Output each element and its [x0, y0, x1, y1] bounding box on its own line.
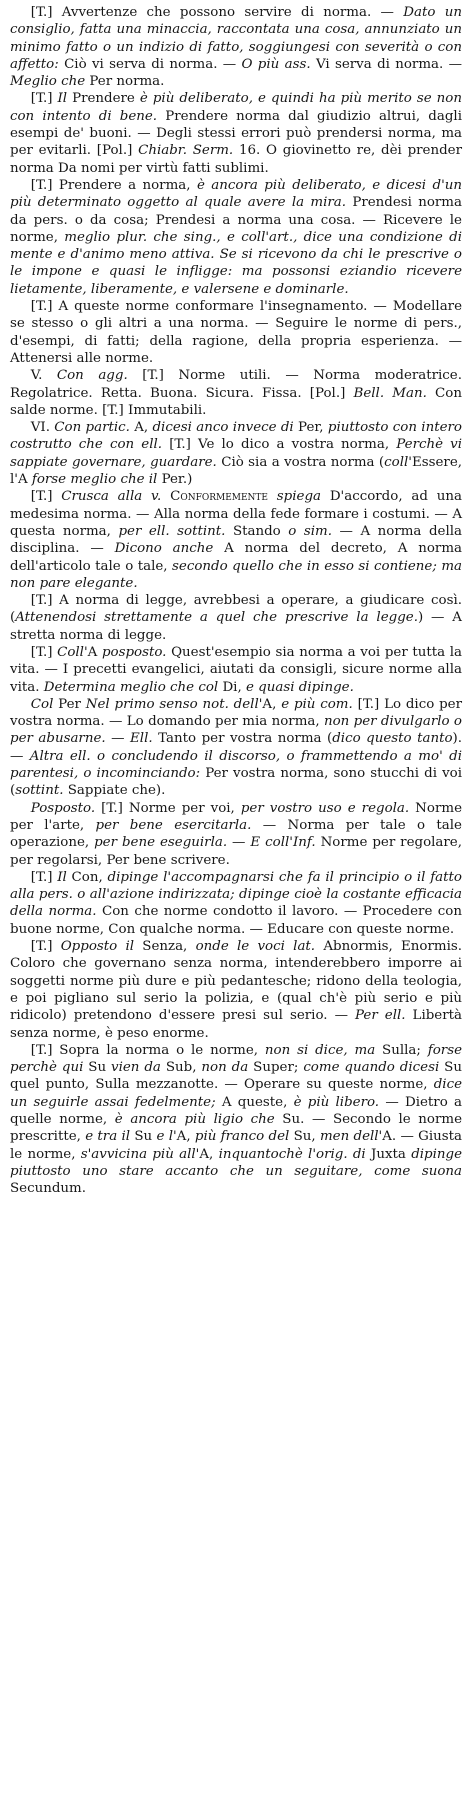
body-text: ). — — [10, 731, 462, 764]
entry-paragraph — [10, 4, 462, 90]
italic-gloss-text: Bell. Man. — [353, 385, 427, 401]
italic-gloss-text: Determina meglio che col — [43, 679, 219, 695]
italic-gloss-text: Posposto. — [30, 800, 96, 816]
body-text: ) — A stretta norma di legge. — [10, 610, 462, 643]
italic-gloss-text: forse perchè qui — [10, 1042, 462, 1076]
italic-gloss-text: Dato un consiglio, fatta una minaccia, raccontata una cosa, annunziato un minimo fatto o un indizio di fatto, soggiungesi con severità o con affetto: — [10, 5, 462, 72]
body-text: V. — [30, 368, 57, 384]
body-text: Ciò sia a vostra norma ( — [216, 454, 385, 470]
body-text: A, — [176, 1129, 195, 1145]
italic-gloss-text: meglio plur. che sing., e coll'art., dice una condizione di mente e d'animo meno attiva. Se si ricevono da chi le prescrive o le impone e quasi le infligge: ma possonsi eziandio ricevere lietamente, liberamente, e valersene e dominarle. — [10, 229, 462, 297]
italic-gloss-text: Perchè vi sappiate governare, guardare. — [10, 437, 463, 470]
italic-gloss-text: dice un seguirle assai fedelmente; — [10, 1077, 462, 1110]
italic-gloss-text: non si dice, ma — [264, 1042, 376, 1058]
italic-gloss-text: più franco del — [194, 1129, 290, 1145]
body-text: [T.] Ve lo dico a vostra norma, — [162, 437, 397, 453]
italic-gloss-text: non per divulgarlo o per abusarne. — [10, 714, 462, 747]
body-text: A, — [199, 1146, 219, 1162]
body-text: Vi serva di norma. — — [310, 56, 462, 72]
body-text: [T.] — [30, 91, 58, 107]
body-text: Senza, — [134, 939, 196, 955]
entry-paragraph — [10, 90, 462, 176]
body-text: Con, — [66, 869, 108, 885]
body-text: D'accordo, ad una medesima norma. — Alla norma della fede formare i costumi. — A questa norma, — [10, 489, 462, 539]
italic-gloss-text: Nel primo senso not. dell' — [85, 696, 263, 712]
italic-gloss-text: Crusca alla v. — [61, 489, 162, 505]
body-text: Con che norme condotto il lavoro. — Procedere con buone norme, Con qualche norma. — Educare con queste norme. — [10, 904, 462, 937]
body-text: Norme per l'arte, — [10, 800, 462, 833]
italic-gloss-text: vien da — [111, 1060, 161, 1076]
body-text: — — [227, 835, 251, 851]
body-text: Per norma. — [85, 74, 165, 90]
body-text: Sulla; — [375, 1042, 428, 1058]
italic-gloss-text: Meglio che — [10, 74, 86, 90]
entry-paragraph — [10, 177, 462, 298]
entry-paragraph — [10, 298, 462, 367]
body-text: Secundum. — [10, 1181, 86, 1197]
italic-gloss-text: E coll'Inf. — [250, 835, 316, 851]
italic-gloss-text: piuttosto con intero costrutto che con ell. — [10, 420, 462, 453]
italic-gloss-text: Chiabr. Serm. — [138, 143, 234, 159]
body-text: Juxta — [365, 1146, 412, 1162]
italic-gloss-text: O più ass. — [241, 56, 311, 72]
italic-gloss-text: è ancora più ligio che — [114, 1112, 275, 1127]
body-text: Sub, — [160, 1060, 202, 1076]
body-text: A queste, — [215, 1094, 294, 1110]
italic-gloss-text: e quasi dipinge. — [245, 679, 354, 695]
italic-gloss-text: spiega — [268, 489, 322, 505]
body-text: Su quel punto, Sulla mezzanotte. — Operare su queste norme, — [10, 1060, 462, 1093]
body-text: A — [87, 644, 102, 660]
italic-gloss-text: secondo quello che in esso si contiene; ma non pare elegante. — [10, 558, 463, 591]
body-text: [T.] Lo dico per vostra norma. — Lo domando per mia norma, — [10, 696, 463, 730]
italic-gloss-text: Altra ell. o concludendo il discorso, o frammettendo a mo' di parentesi, o incominciando: — [10, 748, 463, 782]
body-text: — Dietro a quelle norme, — [10, 1094, 463, 1127]
italic-gloss-text: onde le voci lat. — [195, 939, 316, 955]
body-text: Tanto per vostra norma ( — [152, 731, 333, 747]
body-text: [T.] A norma di legge, avrebbesi a operare, a giudicare così. ( — [10, 593, 462, 626]
italic-gloss-text: per ell. sottint. — [118, 523, 226, 539]
body-text: Per vostra norma, sono stucchi di voi ( — [10, 766, 462, 799]
body-text: — A norma della disciplina. — — [10, 523, 462, 557]
entry-paragraph — [10, 488, 462, 592]
italic-gloss-text: non da — [201, 1060, 249, 1076]
italic-gloss-text: Con partic. — [54, 420, 130, 436]
italic-gloss-text: Il — [57, 91, 68, 107]
body-text: Prendere norma dal giudizio altrui, dagli esempi de' buoni. — Degli stessi errori può prendersi norma, ma per evitarli. [Pol.] — [10, 108, 462, 159]
italic-gloss-text: dipinge l'accompagnarsi che fa il principio o il fatto alla pers. o all'azione indirizzata; dipinge cioè la costante efficacia della norma. — [10, 869, 462, 920]
italic-gloss-text: Attenendosi strettamente a quel che prescrive la legge. — [15, 610, 418, 626]
italic-gloss-text: forse meglio che il — [31, 472, 158, 488]
small-caps-headword: Conformemente — [161, 489, 268, 505]
body-text: Di, — [218, 679, 246, 695]
italic-gloss-text: e più com. — [281, 696, 353, 712]
entry-paragraph — [10, 800, 462, 869]
italic-gloss-text: men dell' — [319, 1129, 383, 1145]
entry-paragraph — [10, 367, 462, 419]
body-text: Super; — [248, 1060, 304, 1076]
italic-gloss-text: e l' — [156, 1129, 177, 1145]
body-text: VI. — [30, 420, 55, 436]
body-text: [T.] Sopra la norma o le norme, — [30, 1042, 265, 1058]
body-text: A, — [262, 696, 282, 712]
italic-gloss-text: per bene eseguirla. — [94, 835, 228, 851]
body-text: Con salde norme. [T.] Immutabili. — [10, 385, 462, 418]
body-text: Su, — [289, 1129, 320, 1145]
body-text: 16. O giovinetto re, dèi prender norma Da nomi per virtù fatti sublimi. — [10, 143, 462, 176]
body-text: Prendere — [67, 91, 140, 107]
italic-gloss-text: per vostro uso e regola. — [240, 800, 410, 816]
body-text: Per — [53, 696, 86, 712]
italic-gloss-text: Il — [57, 869, 67, 885]
dictionary-entry-column — [10, 4, 462, 1197]
entry-paragraph — [10, 592, 462, 644]
italic-gloss-text: è ancora più deliberato, e dicesi d'un più determinato oggetto al quale avere la mira. — [10, 177, 462, 211]
body-text: — Norma per tale o tale operazione, — [10, 817, 462, 851]
body-text: [T.] Prendere a norma, — [30, 177, 197, 193]
body-text: — — [105, 731, 131, 747]
body-text: Essere, l'A — [10, 454, 462, 488]
italic-gloss-text: e tra il — [85, 1129, 131, 1145]
italic-gloss-text: Coll' — [57, 644, 88, 660]
body-text: [T.] — [30, 869, 58, 885]
body-text: [T.] Norme utili. — Norma moderatrice. Regolatrice. Retta. Buona. Sicura. Fissa. [Pol.] — [10, 368, 462, 401]
body-text: Quest'esempio sia norma a voi per tutta la vita. — I precetti evangelici, aiutati da consigli, sicure norme alla vita. — [10, 644, 462, 695]
italic-gloss-text: Dicono anche — [114, 541, 214, 557]
italic-gloss-text: sottint. — [15, 783, 64, 799]
body-text: Su — [130, 1129, 157, 1145]
body-text: [T.] Avvertenze che possono servire di norma. — — [30, 5, 404, 20]
body-text: Norme per regolare, per regolarsi, Per bene scrivere. — [10, 835, 462, 868]
body-text: [T.] Norme per voi, — [95, 800, 241, 816]
body-text: Per.) — [157, 472, 193, 488]
body-text: Ciò vi serva di norma. — — [58, 56, 242, 72]
italic-gloss-text: dicesi anco invece di — [152, 420, 294, 436]
body-text: A norma del decreto, A norma dell'articolo tale o tale, — [10, 541, 463, 574]
body-text: Per, — [293, 420, 328, 436]
italic-gloss-text: s'avvicina più all' — [80, 1146, 200, 1162]
italic-gloss-text: dico questo tanto — [332, 731, 453, 747]
italic-gloss-text: inquantochè l'orig. di — [218, 1146, 366, 1162]
entry-paragraph — [10, 869, 462, 938]
entry-paragraph — [10, 938, 462, 1042]
body-text: [T.] — [30, 644, 58, 660]
body-text: Su — [83, 1060, 112, 1076]
italic-gloss-text: o sim. — [288, 523, 332, 539]
entry-paragraph — [10, 696, 462, 800]
italic-gloss-text: Col — [30, 696, 54, 712]
italic-gloss-text: Per ell. — [355, 1008, 406, 1024]
body-text: Prendesi norma da pers. o da cosa; Prendesi a norma una cosa. — Ricevere le norme, — [10, 195, 462, 245]
italic-gloss-text: come quando dicesi — [303, 1060, 440, 1076]
body-text: [T.] — [30, 939, 61, 955]
italic-gloss-text: per bene esercitarla. — [95, 817, 252, 833]
body-text: A, — [129, 420, 153, 436]
italic-gloss-text: è più libero. — [293, 1094, 380, 1110]
italic-gloss-text: posposto. — [101, 644, 167, 660]
entry-paragraph — [10, 1042, 462, 1198]
body-text: [T.] A queste norme conformare l'insegnamento. — Modellare se stesso o gli altri a una norma. — Seguire le norme di pers., d'esempi, di fatti; della ragione, della propria esperienza. — Attenersi alle norme. — [10, 299, 462, 366]
body-text: Stando — [225, 523, 289, 539]
body-text: Abnormis, Enormis. Coloro che governano senza norma, intenderebbero imporre ai soggetti norme più dure e più pedantesche; ridono della teologia, e poi pigliano sul serio la polizia, e (qual ch'è più serio e più ridicolo) pretendono d'essere presi sul serio. — — [10, 939, 462, 1024]
body-text: [T.] — [30, 489, 62, 505]
italic-gloss-text: è più deliberato, e quindi ha più merito se non con intento di bene. — [10, 91, 462, 124]
entry-paragraph — [10, 419, 462, 488]
italic-gloss-text: coll' — [384, 454, 412, 470]
italic-gloss-text: Ell. — [130, 731, 153, 747]
body-text: Sappiate che). — [63, 783, 166, 799]
italic-gloss-text: Opposto il — [60, 939, 135, 955]
italic-gloss-text: Con agg. — [56, 368, 128, 384]
body-text: A. — Giusta le norme, — [10, 1129, 463, 1162]
body-text: Libertà senza norme, è peso enorme. — [10, 1008, 462, 1041]
body-text: Su. — Secondo le norme prescritte, — [10, 1112, 463, 1145]
italic-gloss-text: dipinge piuttosto uno stare accanto che un seguitare, come suona — [10, 1146, 463, 1179]
entry-paragraph — [10, 644, 462, 696]
